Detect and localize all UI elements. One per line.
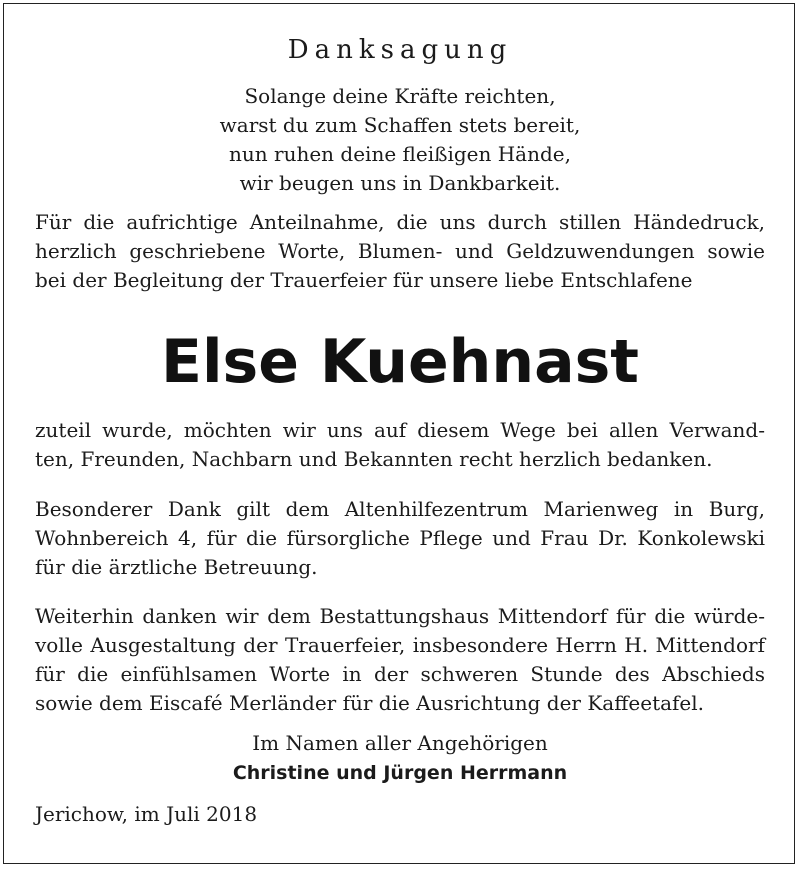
poem-line: nun ruhen deine fleißigen Hände, (229, 142, 571, 166)
notice-heading: Danksagung (287, 35, 513, 65)
paragraph-line: bei der Begleitung der Trauerfeier für unsere liebe Entschlafene (35, 268, 693, 292)
paragraph-line: für die einfühlsamen Worte in der schweren Stunde des Abschieds (35, 662, 765, 686)
paragraph-line: volle Ausgestaltung der Trauerfeier, insbesondere Herrn H. Mittendorf (35, 633, 765, 657)
paragraph-line: zuteil wurde, möchten wir uns auf diesem Wege bei allen Verwand- (35, 418, 765, 442)
paragraph-special-thanks (35, 495, 765, 582)
signature-block (0, 728, 800, 788)
paragraph-line: herzlich geschriebene Worte, Blumen- und Geldzuwendungen sowie (35, 239, 765, 263)
paragraph-line: Wohnbereich 4, für die fürsorgliche Pflege und Frau Dr. Konkolewski (35, 526, 765, 550)
signature-names: Christine und Jürgen Herrmann (232, 762, 568, 784)
deceased-name: Else Kuehnast (160, 327, 639, 397)
poem-line: wir beugen uns in Dankbarkeit. (239, 171, 561, 195)
signature-intro: Im Namen aller Angehörigen (252, 731, 548, 755)
poem-line: Solange deine Kräfte reichten, (244, 84, 556, 108)
paragraph-line: Für die aufrichtige Anteilnahme, die uns durch stillen Händedruck, (35, 210, 765, 234)
poem-line: warst du zum Schaffen stets bereit, (219, 113, 581, 137)
paragraph-line: Besonderer Dank gilt dem Altenhilfezentrum Marienweg in Burg, (35, 497, 765, 521)
poem (0, 82, 800, 198)
paragraph-thanks-all (35, 416, 765, 474)
paragraph-line: für die ärztliche Betreuung. (35, 555, 318, 579)
paragraph-line: ten, Freunden, Nachbarn und Bekannten recht herzlich bedanken. (35, 447, 713, 471)
paragraph-further-thanks (35, 602, 765, 718)
paragraph-line: Weiterhin danken wir dem Bestattungshaus Mittendorf für die würde- (35, 604, 765, 628)
paragraph-thanks-intro (35, 208, 765, 295)
paragraph-line: sowie dem Eiscafé Merländer für die Ausrichtung der Kaffeetafel. (35, 691, 705, 715)
place-date: Jerichow, im Juli 2018 (35, 802, 258, 826)
